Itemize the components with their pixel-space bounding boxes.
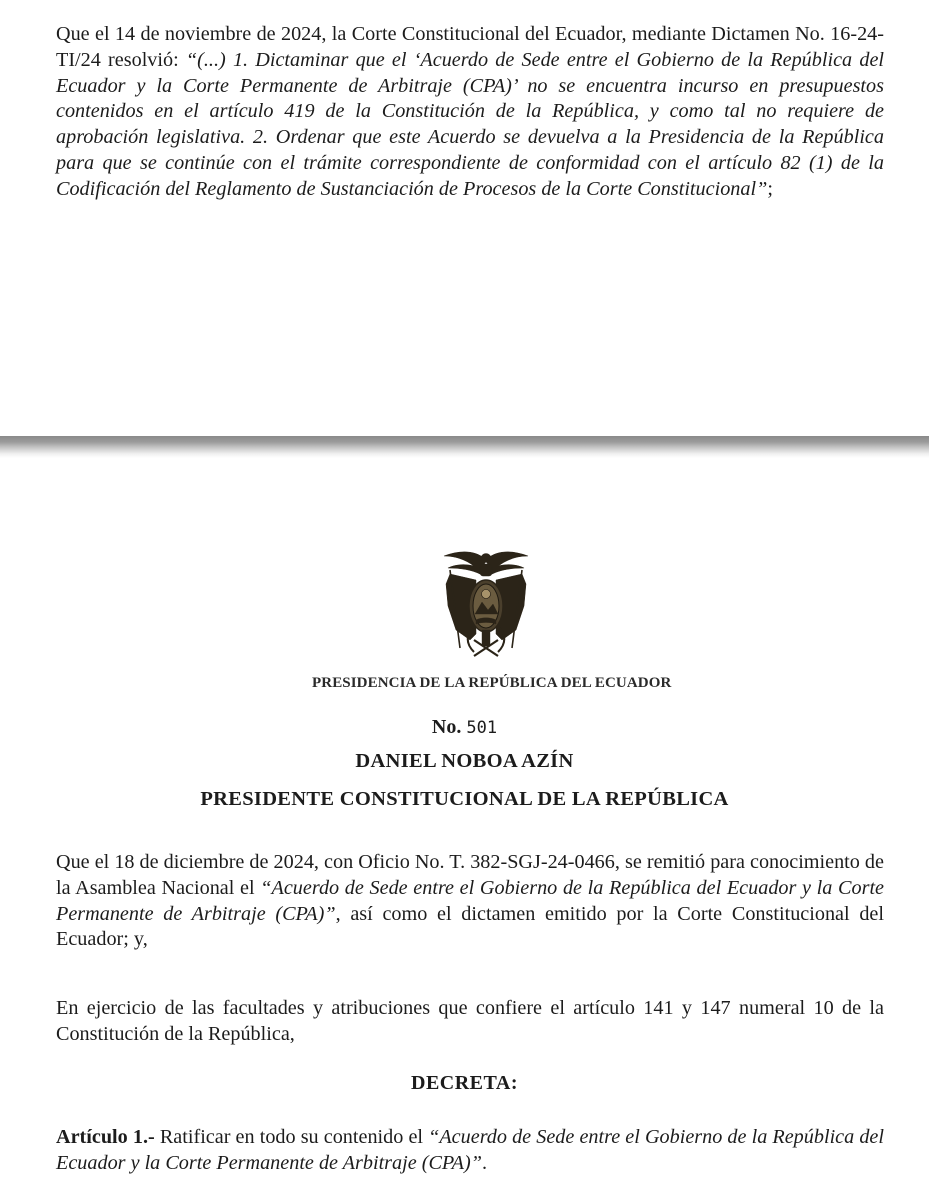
paragraph-text-b: , así como el dictamen emitido por la Corte Constitucional del Ecuador; y, bbox=[56, 902, 884, 951]
paragraph-text-a: Que el 18 de diciembre de 2024, con Oficio No. T. 382-SGJ-24-0466, se remitió para conocimiento de la Asamblea Nacional el bbox=[56, 851, 884, 899]
paragraph-end-punct: ; bbox=[767, 177, 773, 200]
article-1-paragraph bbox=[56, 1125, 884, 1177]
acuerdo-title-quote: “Acuerdo de Sede entre el Gobierno de la República del Ecuador y la Corte Permanente de Arbitraje (CPA)” bbox=[56, 876, 885, 925]
paragraph-intro-text: Que el 14 de noviembre de 2024, la Corte Constitucional del Ecuador, mediante Dictamen No. 16-24-TI/24 resolvió: bbox=[56, 23, 884, 71]
dictamen-quote: “(...) 1. Dictaminar que el ‘Acuerdo de Sede entre el Gobierno de la República del Ecuador y la Corte Permanente de Arbitraje (CPA)’ no se encuentra incurso en presupuestos contenidos en el artículo 419 de la Constitución de la República, y como tal no requiere de aprobación legislativa. 2. Ordenar que este Acuerdo se devuelva a la Presidencia de la República para que se continúe con el trámite correspondiente de conformidad con el artículo 82 (1) de la Codificación del Reglamento de Sustanciación de Procesos de la Corte Constitucional” bbox=[56, 48, 885, 200]
decree-number-value: 501 bbox=[466, 718, 498, 738]
article-1-end: . bbox=[481, 1151, 487, 1174]
decreta-heading: DECRETA: bbox=[411, 1072, 518, 1094]
considerando-oficio-paragraph bbox=[56, 850, 884, 953]
decree-number bbox=[0, 716, 929, 739]
page-separator bbox=[0, 436, 929, 458]
article-1-text: Ratificar en todo su contenido el bbox=[154, 1126, 429, 1148]
previous-page bbox=[0, 0, 929, 436]
president-name: DANIEL NOBOA AZÍN bbox=[355, 750, 574, 772]
article-1-label: Artículo 1.- bbox=[56, 1126, 155, 1148]
ecuador-coat-of-arms-icon bbox=[436, 544, 536, 662]
facultades-paragraph: En ejercicio de las facultades y atribuciones que confiere el artículo 141 y 147 numeral 10 de la Constitución de la República, bbox=[56, 997, 884, 1045]
president-title: PRESIDENTE CONSTITUCIONAL DE LA REPÚBLICA bbox=[200, 788, 729, 810]
decree-number-label: No. bbox=[431, 716, 462, 738]
considerando-dictamen-paragraph bbox=[56, 22, 884, 203]
organization-name: PRESIDENCIA DE LA REPÚBLICA DEL ECUADOR bbox=[312, 675, 672, 691]
article-1-quote: “Acuerdo de Sede entre el Gobierno de la República del Ecuador y la Corte Permanente de Arbitraje (CPA)” bbox=[56, 1126, 884, 1174]
